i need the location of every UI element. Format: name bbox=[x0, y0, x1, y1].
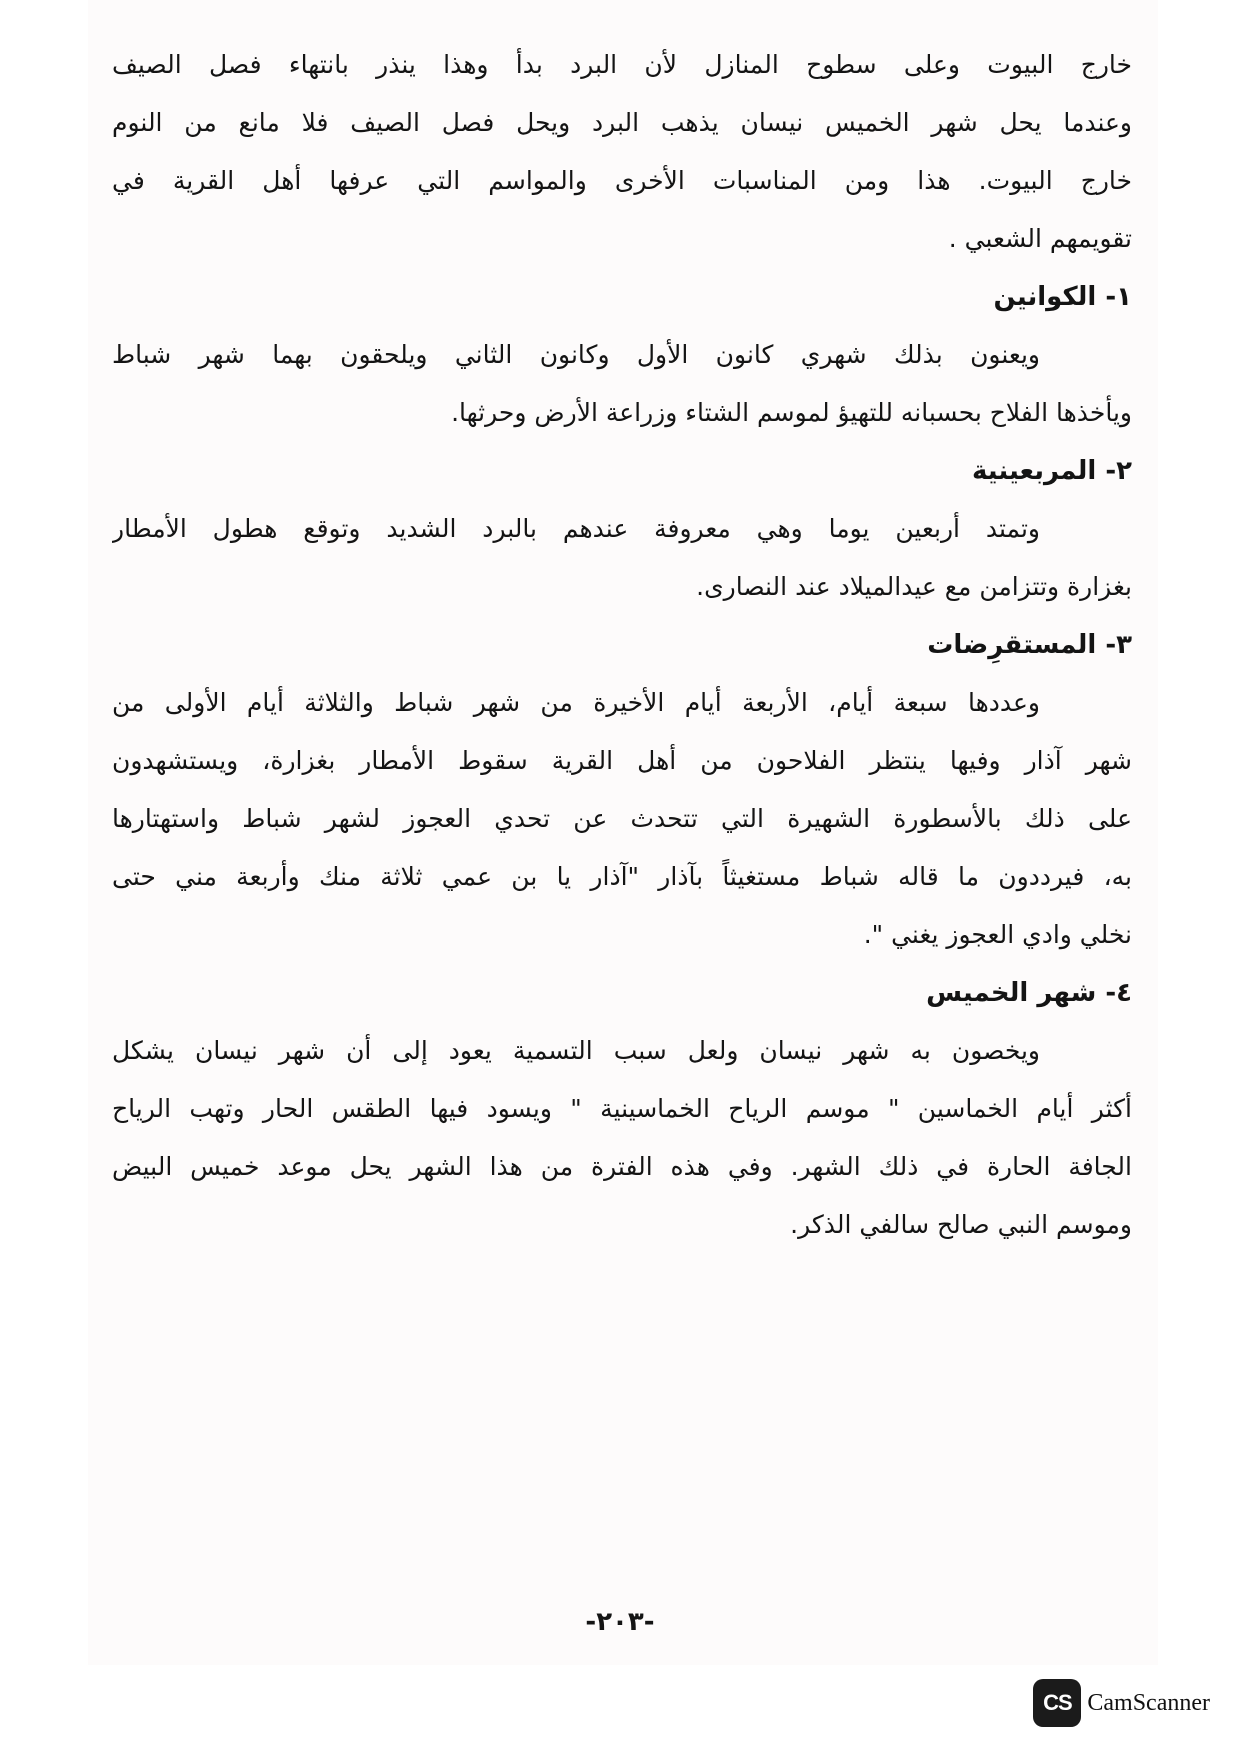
camscanner-logo-icon: CS bbox=[1033, 1679, 1081, 1727]
text-line: خارج البيوت وعلى سطوح المنازل لأن البرد بدأ وهذا ينذر بانتهاء فصل الصيف bbox=[112, 50, 1132, 79]
text-line: ويخصون به شهر نيسان ولعل سبب التسمية يعود إلى أن شهر نيسان يشكل bbox=[112, 1036, 1040, 1065]
page-number: -٢٠٣- bbox=[585, 1607, 655, 1637]
camscanner-watermark bbox=[1033, 1679, 1210, 1727]
text-line: وموسم النبي صالح سالفي الذكر. bbox=[790, 1210, 1132, 1239]
page-body bbox=[112, 36, 1132, 1254]
text-line: ويعنون بذلك شهري كانون الأول وكانون الثاني ويلحقون بهما شهر شباط bbox=[112, 340, 1040, 369]
text-line: وعددها سبعة أيام، الأربعة أيام الأخيرة من شهر شباط والثلاثة أيام الأولى من bbox=[112, 688, 1040, 717]
text-line: شهر آذار وفيها ينتظر الفلاحون من أهل القرية سقوط الأمطار بغزارة، ويستشهدون bbox=[112, 746, 1132, 775]
watermark-brand: CamScanner bbox=[1087, 1689, 1210, 1716]
text-line: وتمتد أربعين يوما وهي معروفة عندهم بالبرد الشديد وتوقع هطول الأمطار bbox=[112, 514, 1040, 543]
section-heading: ١- الكوانين bbox=[993, 282, 1132, 312]
section-heading: ٢- المربعينية bbox=[971, 456, 1132, 486]
text-line: أكثر أيام الخماسين " موسم الرياح الخماسينية " ويسود فيها الطقس الحار وتهب الرياح bbox=[112, 1094, 1132, 1123]
text-line: تقويمهم الشعبي . bbox=[948, 224, 1132, 253]
text-line: الجافة الحارة في ذلك الشهر. وفي هذه الفترة من هذا الشهر يحل موعد خميس البيض bbox=[112, 1152, 1132, 1181]
text-line: به، فيرددون ما قاله شباط مستغيثاً بآذار "آذار يا بن عمي ثلاثة منك وأربعة مني حتى bbox=[112, 862, 1132, 891]
text-line: بغزارة وتتزامن مع عيدالميلاد عند النصارى. bbox=[696, 572, 1132, 601]
text-line: نخلي وادي العجوز يغني ". bbox=[863, 920, 1132, 949]
section-heading: ٣- المستقرِضات bbox=[927, 630, 1132, 660]
text-line: ويأخذها الفلاح بحسبانه للتهيؤ لموسم الشتاء وزراعة الأرض وحرثها. bbox=[451, 398, 1132, 427]
text-line: خارج البيوت. هذا ومن المناسبات الأخرى والمواسم التي عرفها أهل القرية في bbox=[112, 166, 1132, 195]
section-heading: ٤- شهر الخميس bbox=[926, 978, 1132, 1008]
text-line: على ذلك بالأسطورة الشهيرة التي تتحدث عن تحدي العجوز لشهر شباط واستهتارها bbox=[112, 804, 1132, 833]
text-line: وعندما يحل شهر الخميس نيسان يذهب البرد ويحل فصل الصيف فلا مانع من النوم bbox=[112, 108, 1132, 137]
